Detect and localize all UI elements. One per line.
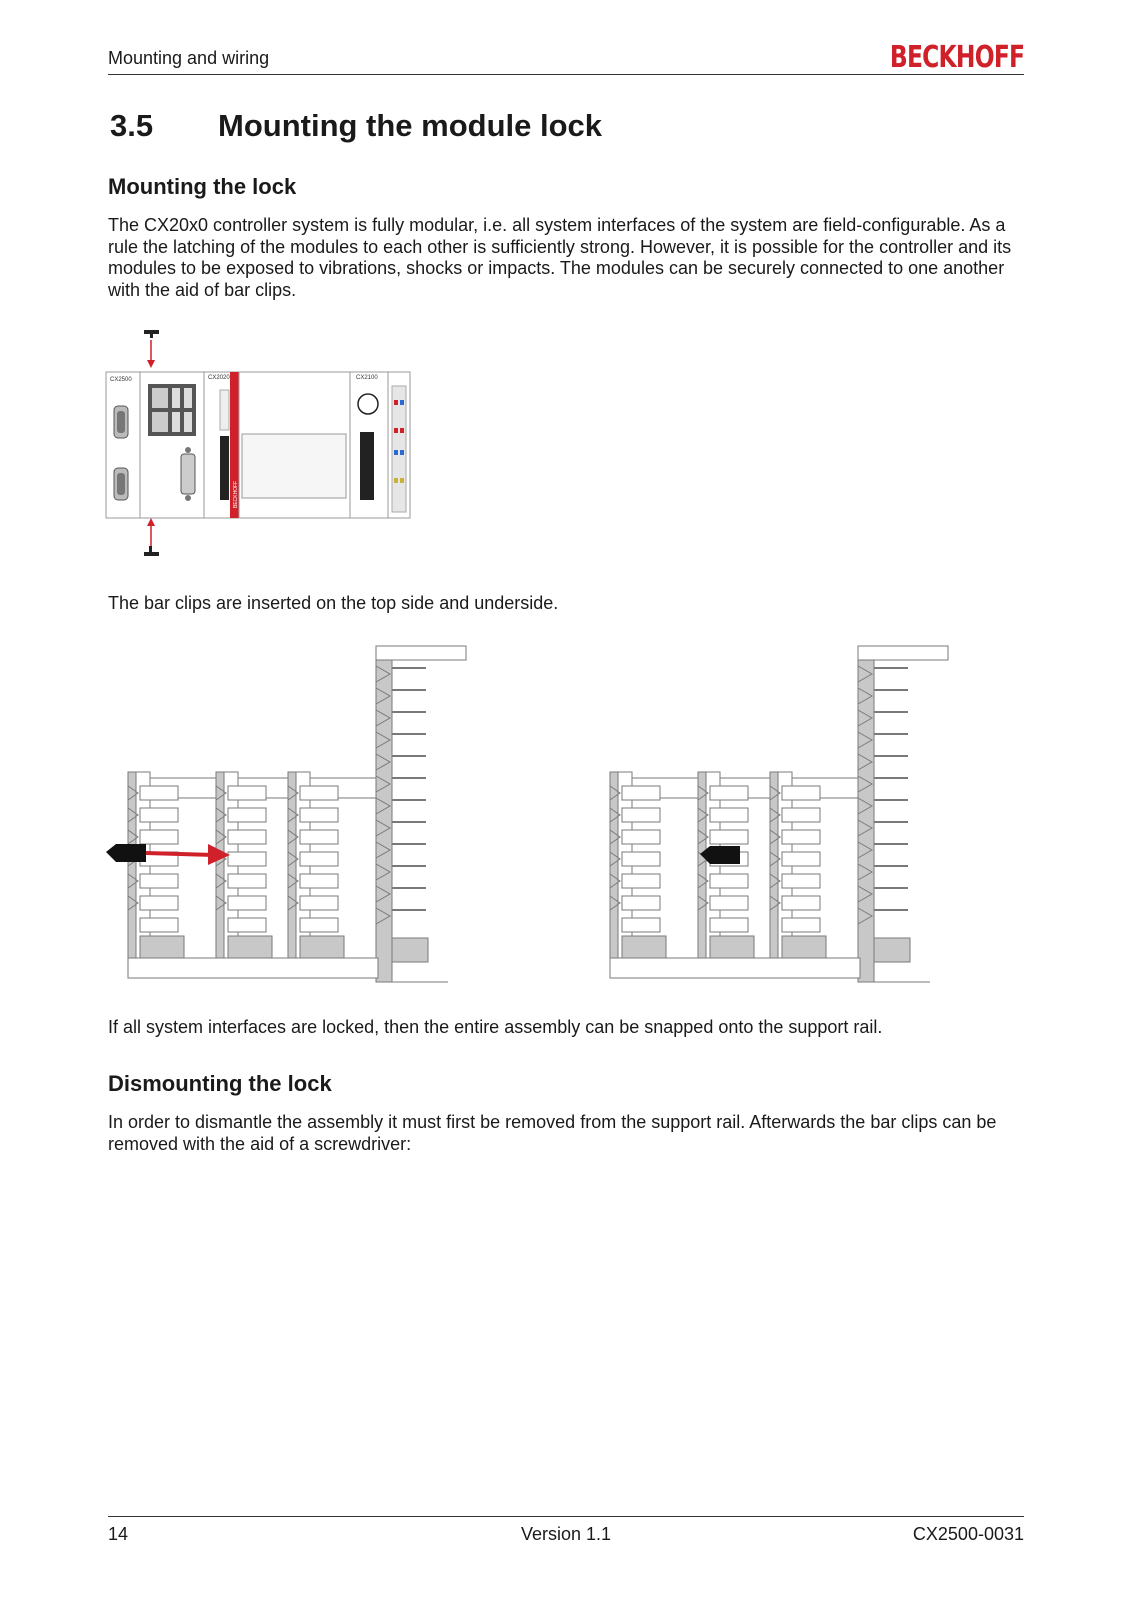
caption-bar-clips: The bar clips are inserted on the top side and underside. — [108, 593, 559, 613]
page-number: 14 — [108, 1524, 129, 1544]
document-version: Version 1.1 — [520, 1524, 612, 1544]
beckhoff-logo: BECKHOFF — [889, 40, 1024, 75]
module-assembly-figure — [104, 328, 418, 564]
header-section-title: Mounting and wiring — [108, 48, 270, 68]
paragraph-mounting: The CX20x0 controller system is fully modular, i.e. all system interfaces of the system are field-configurable. As a rule the latching of the modules to each other is sufficiently strong. However, it is possible for the controller and its modules to be exposed to vibrations, shocks or impacts. The modules can be securely connected to one another with the aid of bar clips. — [108, 215, 1012, 300]
subheading-dismounting: Dismounting the lock — [108, 1071, 332, 1096]
bar-clip-insertion-left — [106, 646, 466, 982]
module-side-label: BECKHOFF — [233, 480, 239, 508]
footer-divider — [108, 1516, 1024, 1517]
section-title: Mounting the module lock — [218, 108, 603, 143]
bottom-bar-clip-icon — [144, 518, 159, 556]
module-label-cx2500: CX2500 — [110, 377, 132, 383]
section-number: 3.5 — [110, 108, 154, 143]
subheading-mounting: Mounting the lock — [108, 174, 297, 199]
bar-clip-inserted-right — [610, 646, 948, 982]
screwdriver-icon — [106, 844, 146, 862]
document-id: CX2500-0031 — [912, 1524, 1024, 1544]
top-bar-clip-icon — [144, 330, 159, 368]
paragraph-dismounting: In order to dismantle the assembly it must first be removed from the support rail. Afterwards the bar clips can be removed with the aid of a screwdriver: — [108, 1112, 997, 1154]
header-divider — [108, 74, 1024, 75]
bar-clip-insertion-figure — [104, 642, 964, 988]
module-label-cx2020: CX2020 — [208, 375, 230, 381]
page-title — [110, 108, 602, 144]
caption-support-rail: If all system interfaces are locked, then the entire assembly can be snapped onto the support rail. — [108, 1017, 883, 1037]
module-label-cx2100: CX2100 — [356, 375, 378, 381]
